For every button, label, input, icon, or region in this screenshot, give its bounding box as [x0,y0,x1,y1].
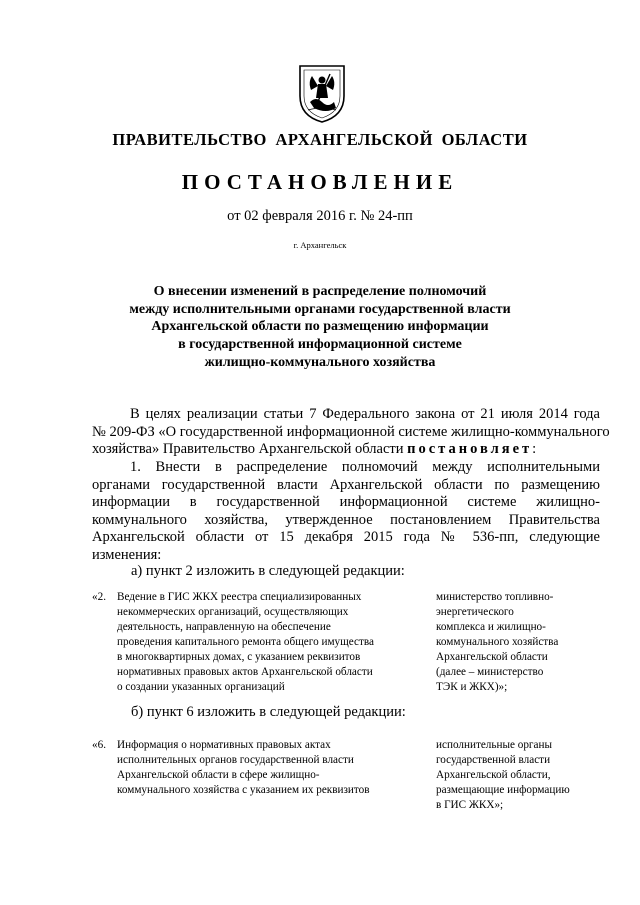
row-2-responsible-line: энергетического [436,606,514,618]
row-2-responsible-line: (далее – министерство [436,666,544,678]
row-2-description-line: проведения капитального ремонта общего имущества [117,636,374,648]
row-6-description-line: коммунального хозяйства с указанием их реквизитов [117,784,370,796]
item-1-line: органами государственной власти Архангельской области по размещению [92,476,600,493]
document-city: г. Архангельск [293,240,347,250]
item-1-line: коммунального хозяйства, утвержденное постановлением Правительства [92,511,600,528]
preamble-colon: : [532,441,537,458]
coat-of-arms-emblem [296,62,348,124]
row-2-description-line: Ведение в ГИС ЖКХ реестра специализированных [117,591,362,603]
row-6-responsible-line: Архангельской области, [436,769,551,781]
subitem-b: б) пункт 6 изложить в следующей редакции: [131,704,406,720]
row-2-description-line: нормативных правовых актов Архангельской области [117,666,373,678]
row-2-responsible-line: министерство топливно- [436,591,554,603]
item-1-line: информации в государственной информационной системе жилищно- [92,494,600,511]
subject-line: в государственной информационной системе [178,337,462,353]
row-2-responsible-line: ТЭК и ЖКХ)»; [436,681,508,693]
item-1-line: 1. Внести в распределение полномочий между исполнительными [130,459,600,475]
row-6-responsible-line: исполнительные органы [436,739,552,751]
item-1-line: Архангельской области от 15 декабря 2015 года № 536-пп, следующие [92,529,600,546]
subject-line: Архангельской области по размещению информации [151,319,489,335]
item-1-line: изменения: [92,546,162,563]
row-2-responsible-line: Архангельской области [436,651,548,663]
document-type-heading: ПОСТАНОВЛЕНИЕ [181,170,459,194]
row-2-description-line: о создании указанных организаций [117,681,285,693]
government-title: ПРАВИТЕЛЬСТВО АРХАНГЕЛЬСКОЙ ОБЛАСТИ [112,130,528,149]
subject-line: О внесении изменений в распределение полномочий [153,284,487,299]
item-1 [92,459,600,565]
row-2-description [117,590,374,695]
row-2-responsible-line: коммунального хозяйства [436,636,559,648]
subject-line: между исполнительными органами государственной власти [129,301,511,317]
row-6-responsible [436,738,570,813]
row-6-number: «6. [92,739,106,751]
row-2-description-line: некоммерческих организаций, осуществляющих [117,606,349,618]
row-2-responsible-line: комплекса и жилищно- [436,621,546,633]
document-subject [0,283,640,372]
preamble-text: хозяйства» Правительство Архангельской области [92,441,404,458]
row-6-description-line: исполнительных органов государственной власти [117,754,354,766]
row-2-description-line: в многоквартирных домах, с указанием реквизитов [117,651,361,663]
row-2-number: «2. [92,591,106,603]
preamble-line: В целях реализации статьи 7 Федерального закона от 21 июля 2014 года [130,406,600,422]
row-6-responsible-line: в ГИС ЖКХ»; [436,799,504,811]
row-2-description-line: деятельность, направленную на обеспечение [117,621,331,633]
preamble-line: № 209-ФЗ «О государственной информационной системе жилищно-коммунального [92,423,610,440]
row-6-description-line: Информация о нормативных правовых актах [117,739,331,751]
row-6-responsible-line: размещающие информацию [436,784,570,796]
row-6-description-line: Архангельской области в сфере жилищно- [117,769,320,781]
row-6-description [117,738,370,798]
row-2-responsible [436,590,558,695]
preamble [92,406,610,459]
document-date-number: от 02 февраля 2016 г. № 24-пп [227,208,413,224]
row-6-responsible-line: государственной власти [436,754,551,766]
subject-line: жилищно-коммунального хозяйства [204,354,436,370]
subitem-a: а) пункт 2 изложить в следующей редакции: [131,563,405,579]
decree-word: постановляет [407,441,533,458]
preamble-line [92,441,600,459]
